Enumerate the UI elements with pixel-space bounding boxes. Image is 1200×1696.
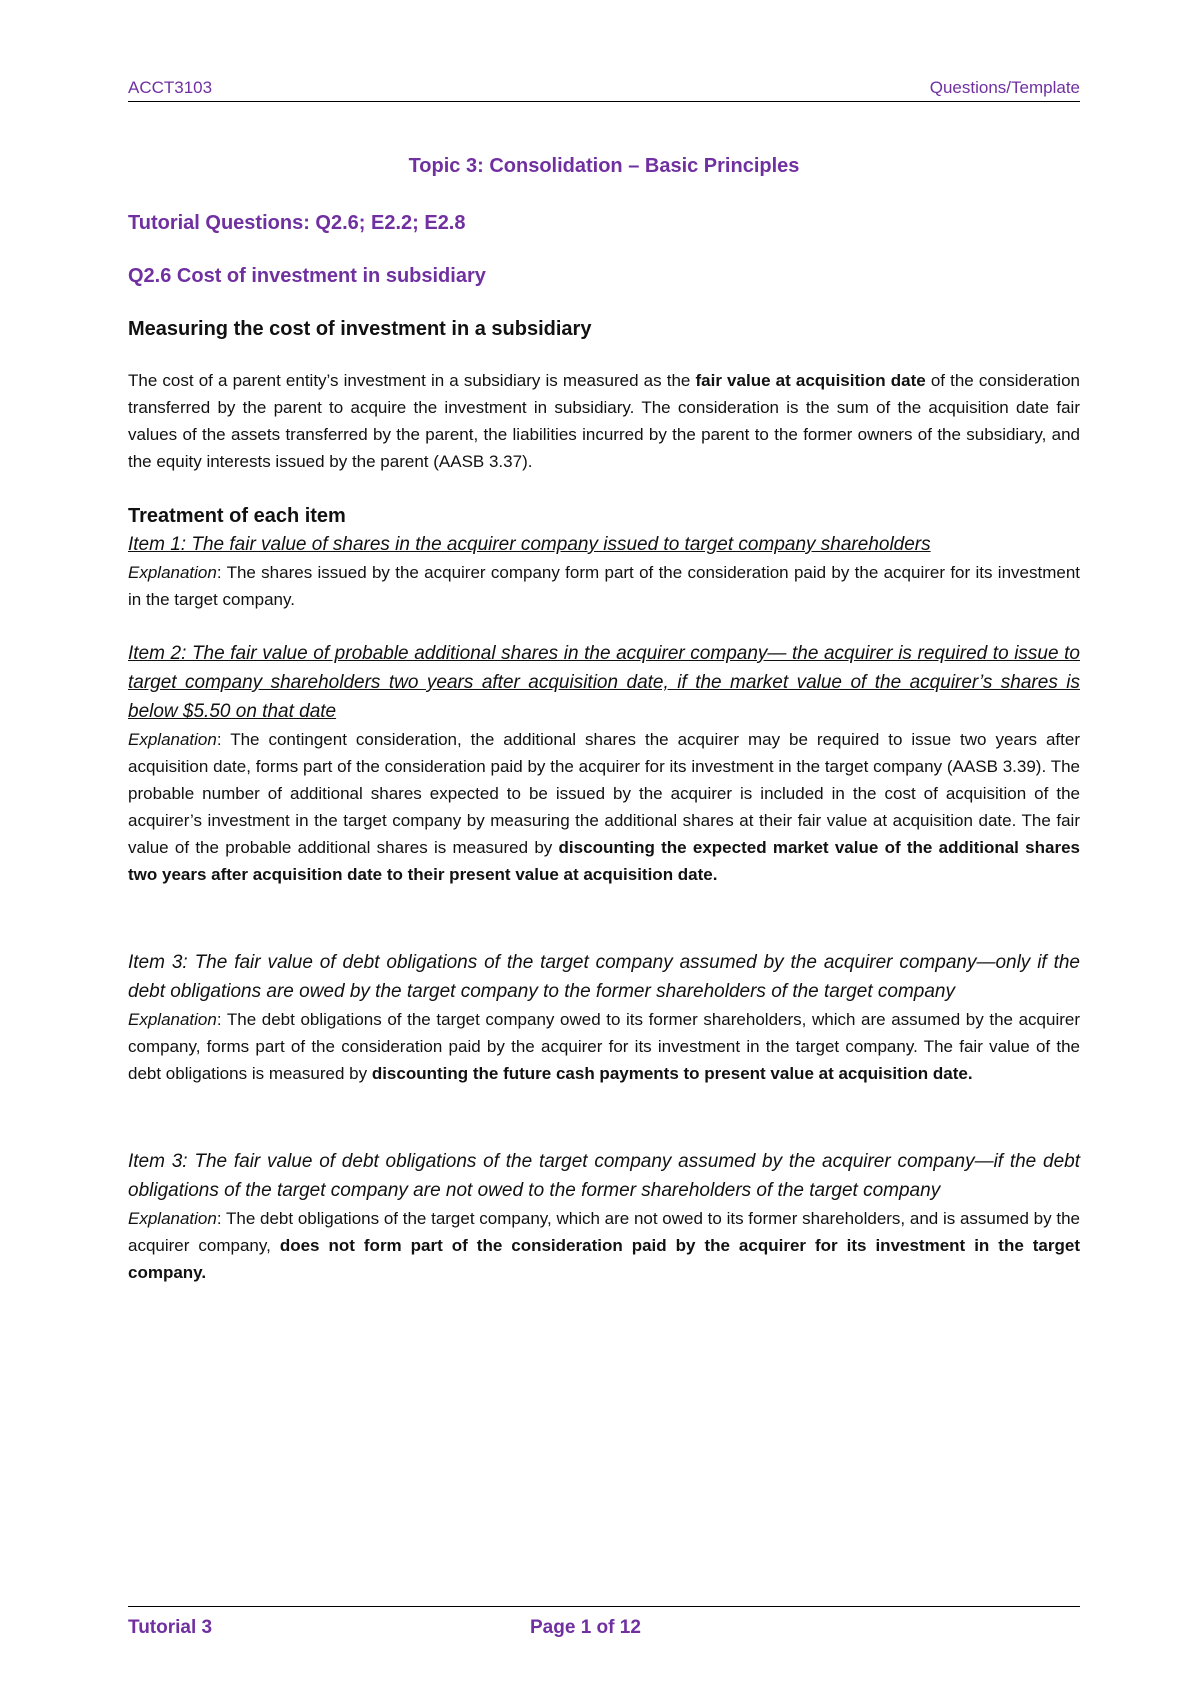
item-3a-explanation: Explanation: The debt obligations of the target company owed to its former shareholders, which are assumed by the acquirer company, forms part of the consideration paid by the acquirer for its investment in the target company. The fair value of the debt obligations is measured by discounting the future cash payments to present value at acquisition date. [128, 1010, 1080, 1083]
section-subheading: Measuring the cost of investment in a subsidiary [128, 318, 592, 340]
item-3b-title: Item 3: The fair value of debt obligations of the target company assumed by the acquirer company—if the debt obligations of the target company are not owed to the former shareholders of the target company [128, 1151, 1080, 1201]
item-1-explanation: Explanation: The shares issued by the acquirer company form part of the consideration paid by the acquirer for its investment in the target company. [128, 563, 1080, 609]
footer-tutorial: Tutorial 3 [128, 1617, 213, 1638]
document-body [128, 155, 1080, 1286]
intro-paragraph: The cost of a parent entity’s investment in a subsidiary is measured as the fair value at acquisition date of the consideration transferred by the parent to acquire the investment in subsidiary. The consideration is the sum of the acquisition date fair values of the assets transferred by the parent, the liabilities incurred by the parent to the former owners of the subsidiary, and the equity interests issued by the parent (AASB 3.37). [128, 371, 1080, 471]
item-2-title: Item 2: The fair value of probable additional shares in the acquirer company— the acquirer is required to issue to target company shareholders two years after acquisition date, if the market value of the acquirer’s shares is below $5.50 on that date [128, 643, 1080, 722]
item-3a-title: Item 3: The fair value of debt obligations of the target company assumed by the acquirer company—only if the debt obligations are owed by the target company to the former shareholders of the target company [128, 952, 1080, 1002]
course-code: ACCT3103 [128, 78, 213, 97]
page-footer [128, 1606, 1080, 1639]
page-title: Topic 3: Consolidation – Basic Principles [408, 155, 800, 177]
item-3b-explanation: Explanation: The debt obligations of the target company, which are not owed to its former shareholders, and is assumed by the acquirer company, does not form part of the consideration paid by the acquirer for its investment in the target company. [128, 1209, 1080, 1282]
document-type: Questions/Template [929, 78, 1080, 97]
item-1-title: Item 1: The fair value of shares in the acquirer company issued to target company shareholders [128, 534, 931, 555]
tutorial-questions: Tutorial Questions: Q2.6; E2.2; E2.8 [128, 212, 466, 234]
item-2-explanation: Explanation: The contingent consideration, the additional shares the acquirer may be required to issue two years after acquisition date, forms part of the consideration paid by the acquirer for its investment in the target company (AASB 3.39). The probable number of additional shares expected to be issued by the acquirer is included in the cost of acquisition of the acquirer’s investment in the target company by measuring the additional shares at their fair value at acquisition date. The fair value of the probable additional shares is measured by discounting the expected market value of the additional shares two years after acquisition date to their present value at acquisition date. [128, 730, 1080, 884]
question-heading: Q2.6 Cost of investment in subsidiary [128, 265, 486, 287]
treatment-heading: Treatment of each item [128, 505, 346, 527]
page-number: Page 1 of 12 [530, 1617, 641, 1638]
page-header [128, 70, 1080, 102]
